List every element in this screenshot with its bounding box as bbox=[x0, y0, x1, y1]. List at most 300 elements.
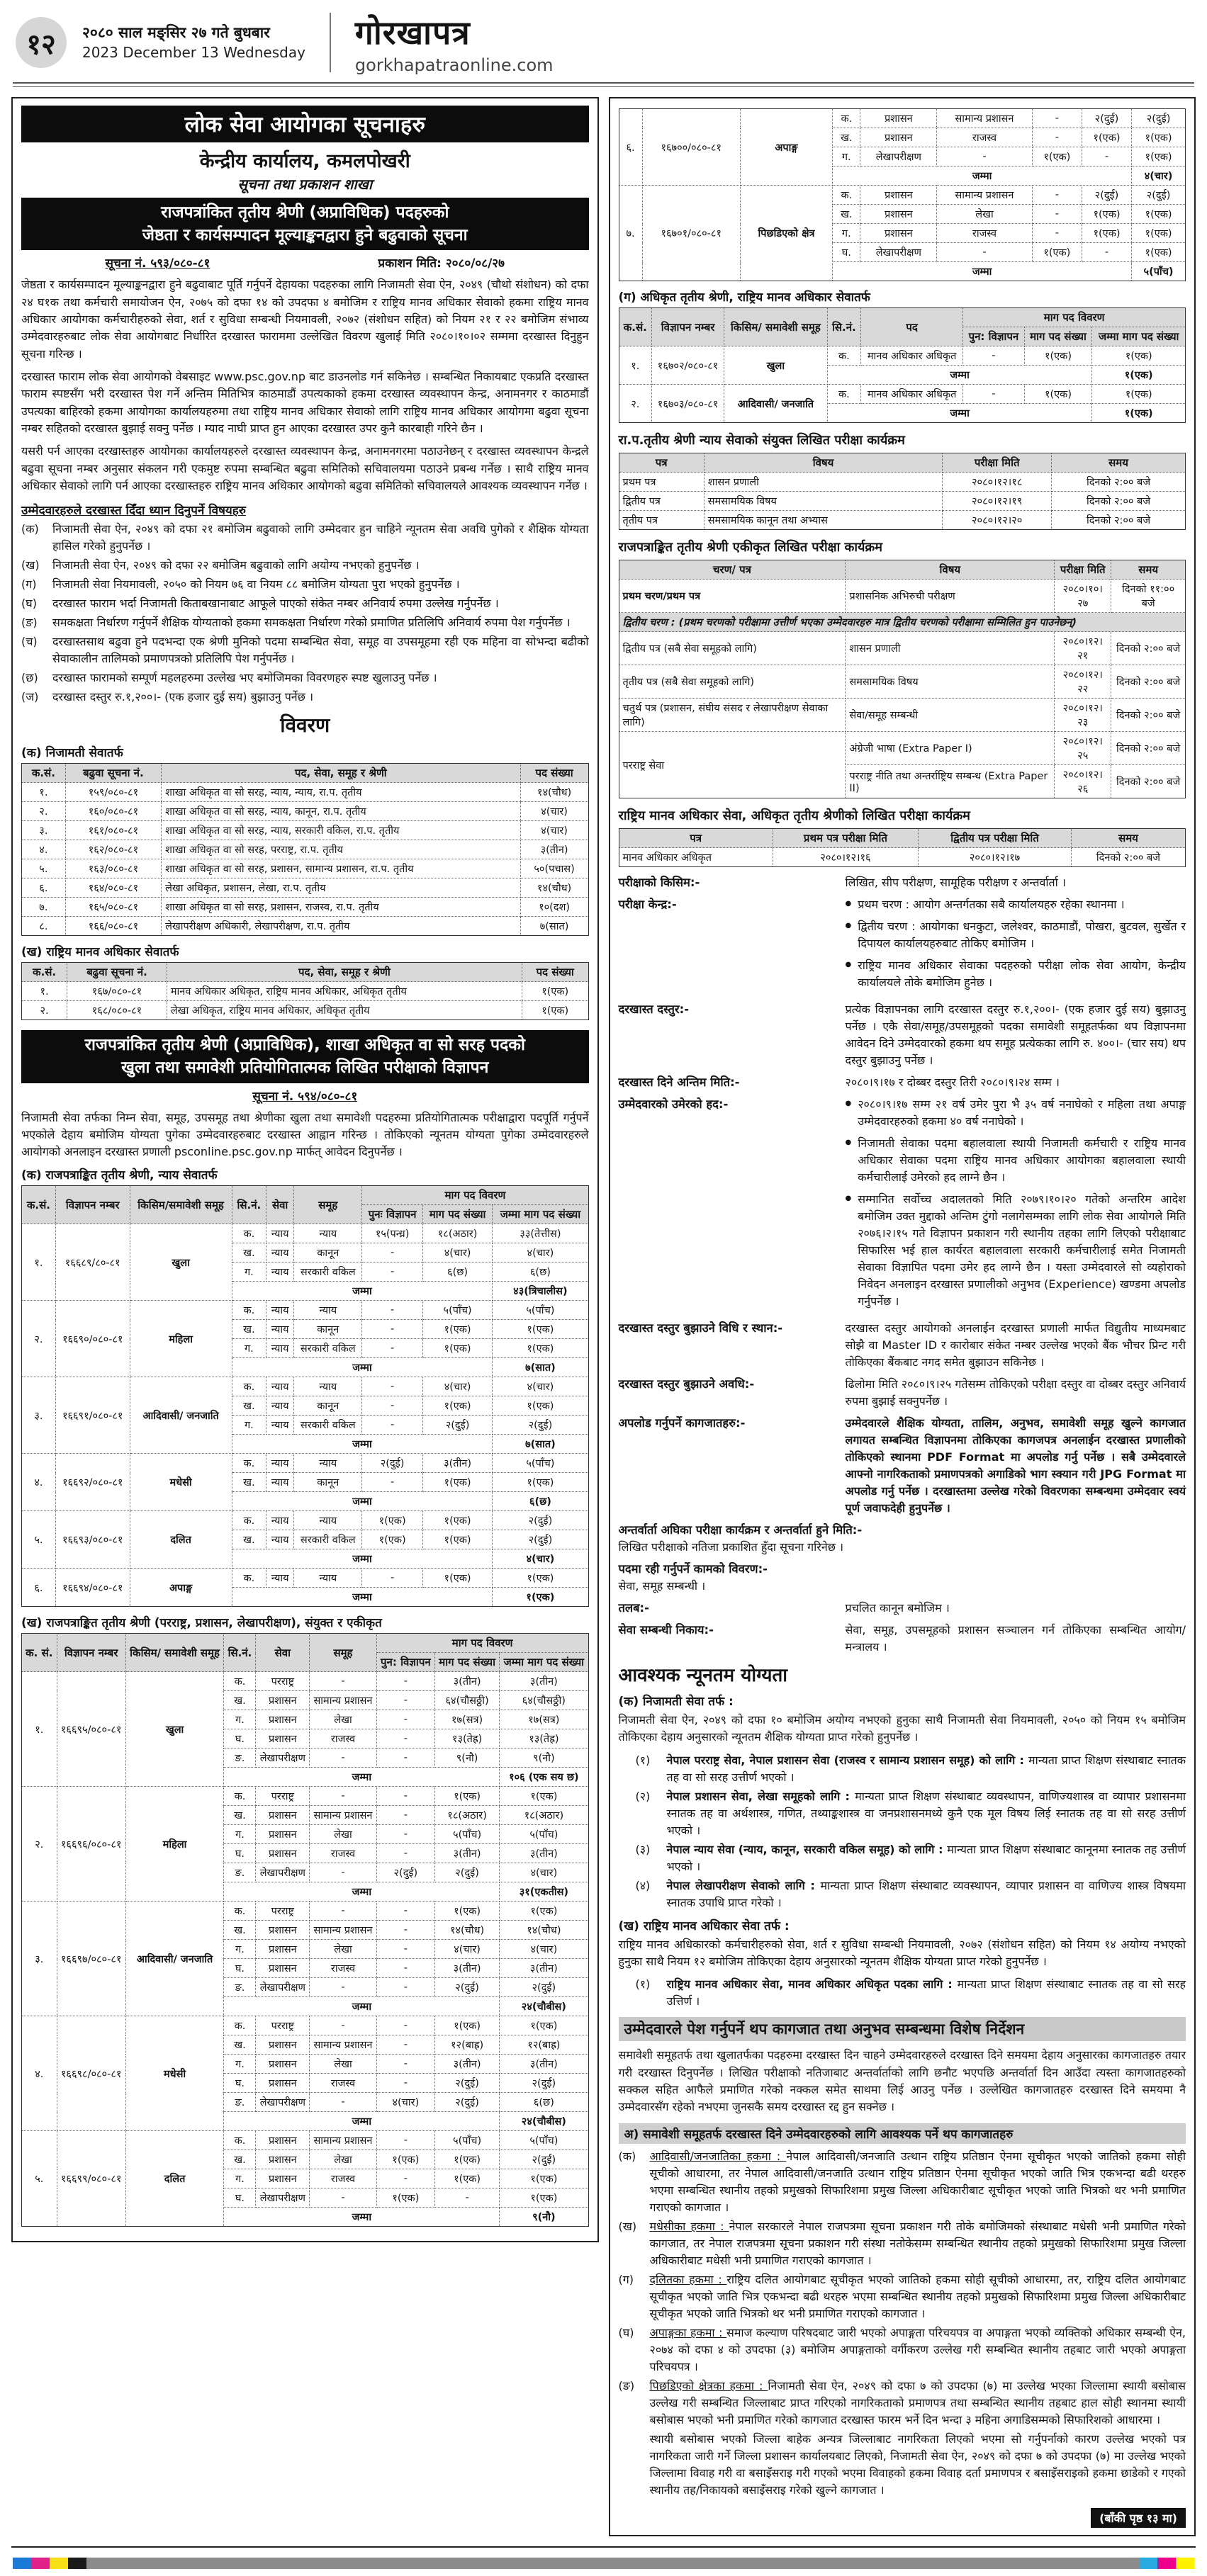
cell: दिनको २:०० बजे bbox=[1071, 848, 1185, 867]
cell: १(एक) bbox=[1092, 404, 1186, 423]
civil-qualification-list bbox=[619, 1752, 1186, 1911]
tableA-heading: (क) निजामती सेवातर्फ bbox=[21, 746, 123, 761]
cell: लेखापरीक्षण bbox=[256, 1863, 310, 1882]
detail-term: उम्मेदवारको उमेरको हद:- bbox=[618, 1097, 729, 1111]
cell: २. bbox=[619, 385, 652, 423]
qualification-heading: आवश्यक न्यूनतम योग्यता bbox=[618, 1665, 788, 1686]
cell: - bbox=[310, 1902, 377, 1921]
list-item-text: निजामती सेवा ऐन, २०४९ को दफा २२ बमोजिम बढुवाको लागि अयोग्य नभएको हुनुपर्नेछ । bbox=[52, 558, 420, 572]
cell: ३(तीन) bbox=[434, 2055, 499, 2074]
cell: दिनको ११:०० बजे bbox=[1111, 580, 1186, 613]
header-cell: पत्र bbox=[619, 829, 773, 848]
cell: - bbox=[310, 1672, 377, 1691]
header-cell: समय bbox=[1111, 560, 1186, 580]
cell: प्रशासन bbox=[256, 1691, 310, 1710]
cell: १(एक) bbox=[1092, 346, 1186, 366]
cell: दिनको २:०० बजे bbox=[1052, 492, 1186, 511]
table-row bbox=[22, 1377, 589, 1396]
cell: २०८०।१२।२२ bbox=[1055, 665, 1111, 699]
cell: - bbox=[376, 1921, 434, 1940]
cell: १(एक) bbox=[500, 2188, 588, 2208]
cell: १२(बाह्र) bbox=[434, 2035, 499, 2055]
cell: लेखा अधिकृत, राष्ट्रिय मानव अधिकार, अधिकृत तृतीय bbox=[167, 1001, 522, 1020]
inclusive-docs-band: अ) समावेशी समूहतर्फ दरखास्त दिने उम्मेदवारहरुको लागि आवश्यक पर्ने थप कागजातहरु bbox=[619, 2123, 1186, 2144]
cell: - bbox=[1032, 205, 1082, 224]
cell: ६. bbox=[22, 879, 66, 898]
list-item bbox=[21, 595, 589, 612]
cell: सामान्य प्रशासन bbox=[937, 186, 1033, 205]
detail-definition: उम्मेदवारले शैक्षिक योग्यता, तालिम, अनुभव, समावेशी समूह खुल्ने कागजात लगायत सम्बन्धित विज्ञापनमा तोकिएका कागजपत्र अनलाईन दरखास्त प्रणालीको तोकिएको स्थानमा PDF Format मा अपलोड गर्नु पर्नेछ । सबै उम्मेदवारले आफ्नो नागरिकताको प्रमाणपत्रको अगाडिको भाग स्क्यान गरी JPG Format मा अपलोड गर्नु पर्नेछ । दरखास्तमा उल्लेख गरेको विवरणका सम्बन्धमा उम्मेदवार स्वयं पूर्ण जवाफदेही हुनुपर्नेछ । bbox=[845, 1416, 1186, 1515]
cell: घ. bbox=[224, 2188, 256, 2208]
cell: अपाङ्ग bbox=[740, 109, 832, 186]
table-row bbox=[619, 732, 1186, 765]
cell: १६६९६/०८०-८१ bbox=[57, 1787, 125, 1902]
table-row bbox=[619, 829, 1186, 848]
cell: ग. bbox=[232, 1416, 266, 1435]
cell: २(दुई) bbox=[422, 1416, 493, 1435]
cell: सेवा/समूह सम्बन्धी bbox=[846, 699, 1055, 732]
list-item-text: दलितका हकमा : राष्ट्रिय दलित आयोगबाट सूचीकृत भएको जातिको हकमा सोही सूचीको आधारमा, तर, राष्ट्रिय दलित आयोगबाट सूचीकृत भएको जाति भित्र एकभन्दा बढी थरहरु भएमा सम्बन्धित स्थानीय तहको प्रमुखको सिफारिशमा प्रमुख जिल्ला अधिकारीबाट सूचीकृत भएको जाति भित्रको थर भनी प्रमाणित गराएको कागजात । bbox=[649, 2272, 1186, 2320]
table-row bbox=[22, 898, 589, 917]
cell: ५(पाँच) bbox=[434, 2131, 499, 2150]
cell: - bbox=[376, 2055, 434, 2074]
cell: ख. bbox=[232, 1320, 266, 1339]
table-row bbox=[619, 613, 1186, 632]
table-row bbox=[619, 560, 1186, 580]
cell: महिला bbox=[130, 1301, 232, 1377]
detail-row bbox=[619, 1415, 1186, 1517]
cell: १(एक) bbox=[422, 1511, 493, 1530]
detail-row bbox=[619, 1561, 1186, 1595]
cell: ५(पाँच) bbox=[500, 2131, 588, 2150]
cell: - bbox=[310, 1978, 377, 1997]
table-row bbox=[619, 492, 1186, 511]
cell: जम्मा bbox=[232, 1282, 493, 1301]
list-item bbox=[636, 1877, 1186, 1911]
header-cell: परीक्षा मिति bbox=[943, 453, 1052, 473]
list-item-text: दरखास्त फारामको सम्पूर्ण महलहरुमा उल्लेख भए बमोजिमका विवरणहरु स्पष्ट खुलाउनु पर्नेछ । bbox=[52, 671, 437, 685]
office-name: केन्द्रीय कार्यालय, कमलपोखरी bbox=[199, 150, 410, 172]
exam2-heading: राजपत्राङ्कित तृतीय श्रेणी एकीकृत लिखित परीक्षा कार्यक्रम bbox=[618, 540, 883, 555]
cell: लेखापरीक्षण bbox=[256, 2188, 310, 2208]
cell: १(एक) bbox=[1092, 385, 1186, 404]
header-cell: पुन: विज्ञापन bbox=[376, 1653, 434, 1672]
cell: १(एक) bbox=[1032, 147, 1082, 166]
cell: ग. bbox=[224, 1710, 256, 1729]
table-row bbox=[22, 840, 589, 859]
registration-mark bbox=[1139, 2558, 1157, 2569]
cell: ८. bbox=[22, 917, 66, 936]
header-cell: माग पद संख्या bbox=[434, 1653, 499, 1672]
cell: न्याय bbox=[266, 1301, 294, 1320]
cell: - bbox=[376, 2169, 434, 2188]
nhrc-vacancy-table bbox=[619, 307, 1186, 423]
cell: जम्मा bbox=[232, 1588, 493, 1607]
cell: न्याय bbox=[294, 1224, 362, 1243]
table-row bbox=[22, 764, 589, 783]
cell: जम्मा bbox=[833, 166, 1132, 186]
cell: सरकारी वकिल bbox=[294, 1416, 362, 1435]
detail-row bbox=[619, 1320, 1186, 1371]
cell: ग. bbox=[232, 1339, 266, 1358]
cell: १६६९७/०८०-८१ bbox=[57, 1902, 125, 2016]
detail-term: दरखास्त दस्तुर बुझाउने विधि र स्थान:- bbox=[618, 1321, 783, 1335]
list-item-text: निजामती सेवा नियमावली, २०५० को नियम ७६ वा नियम ८८ बमोजिम योग्यता पुरा भएको हुनुपर्नेछ । bbox=[52, 577, 460, 592]
cell: दिनको २:०० बजे bbox=[1111, 732, 1186, 765]
notice1-number: सूचना नं. ५९३/०८०-८१ bbox=[105, 256, 210, 271]
cell: ५(पाँच) bbox=[422, 1301, 493, 1320]
cell: प्रथम पत्र bbox=[619, 473, 704, 492]
list-item-label: (ग) bbox=[21, 577, 37, 592]
cell: ख. bbox=[224, 1921, 256, 1940]
cell: खुला bbox=[130, 1224, 232, 1301]
cell: ६. bbox=[22, 1569, 56, 1607]
backward-area-continuation: स्थायी बसोबास भएको जिल्ला बाहेक अन्यत्र जिल्लाबाट नागरिकता लिएको भएमा सो गर्नुपर्नाको कारण उल्लेख भएको पत्र नागरिकता जारी गर्ने जिल्ला प्रशासन कार्यालयबाट लिएको, निजामती सेवा ऐन, २०४९ को दफा ७ को उपदफा (७) मा उल्लेख भएको जिल्लामा विवाह गरी वा बसाइँसराइ गरी गएको भएमा विवाहको हकमा विवाह दर्ता प्रमाणपत्र र बसाइँसराइको हकमा छाडेको र गएको स्थानीय तह/निकायको बसाइँसराइ गरेको खुल्ने कागजात । bbox=[649, 2431, 1186, 2497]
date-block bbox=[82, 23, 305, 62]
cell: १(एक) bbox=[1032, 243, 1082, 262]
cell: २(दुई) bbox=[493, 1530, 588, 1549]
detail-term: परीक्षा केन्द्र:- bbox=[618, 898, 677, 911]
cell: - bbox=[376, 1844, 434, 1863]
application-details-list bbox=[619, 874, 1186, 1656]
cell: - bbox=[310, 2093, 377, 2112]
cell: जम्मा bbox=[232, 1358, 493, 1377]
cell: २(दुई) bbox=[500, 1978, 588, 1997]
cell: द्वितीय चरण : (प्रथम चरणको परीक्षामा उत्तीर्ण भएका उम्मेदवारहरु मात्र द्वितीय चरणको परीक्षामा सम्मिलित हुन पाउनेछन्) bbox=[619, 613, 1186, 632]
cell: १६६९०/०८०-८१ bbox=[55, 1301, 130, 1377]
special-instructions-para: समावेशी समूहतर्फ तथा खुलातर्फका पदहरुमा दरखास्त दिन चाहने उम्मेदवारहरुले दरखास्त दिने समयमा देहाय अनुसारका कागजातहरु तयार गरी दरखास्त दिनुपर्नेछ । लिखित परीक्षाको नतिजाबाट अन्तर्वार्ताको लागि छनौट भएपछि अन्तर्वार्ता दिन आउँदा त्यस्ता कागजातहरुको सक्कल सहित आफैले प्रमाणित गरेको नक्कल समेत साथमा लिई आउनु पर्नेछ । उल्लेखित कागजातहरु दरखास्त दिने समयमा नै उम्मेदवारसँग रहेको नभएमा जुनसकै समय दरखास्त रद्द हुन सक्नेछ । bbox=[618, 2048, 1186, 2114]
cell: लेखा bbox=[310, 2150, 377, 2169]
list-item bbox=[636, 1752, 1186, 1786]
detail-heading: विवरण bbox=[280, 713, 330, 738]
nhrc-qualification-intro: राष्ट्रिय मानव अधिकारको कर्मचारीहरुको सेवा, शर्त र सुविधा सम्बन्धी नियमावली, २०७२ (संशोधन सहित) को नियम १४ अयोग्य नभएको हुनुका साथै नियम १२ बमोजिम तोकिएका देहाय अनुसारको न्यूनतम शैक्षिक योग्यता प्राप्त गरेको हुनुपर्नेछ । bbox=[618, 1937, 1186, 1968]
cell: ग. bbox=[833, 224, 860, 243]
cell: लेखा अधिकृत, प्रशासन, लेखा, रा.प. तृतीय bbox=[162, 879, 521, 898]
cell: समसामयिक विषय bbox=[704, 492, 943, 511]
cell: ४(चार) bbox=[520, 802, 588, 821]
cell: प्रशासन bbox=[860, 186, 937, 205]
cell: न्याय bbox=[266, 1224, 294, 1243]
header-cell: विषय bbox=[704, 453, 943, 473]
cell: १०६ (एक सय छ) bbox=[500, 1768, 588, 1787]
cell: - bbox=[434, 2188, 499, 2208]
cell: १. bbox=[619, 346, 652, 385]
cell: २०८०।१२।१८ bbox=[943, 473, 1052, 492]
cell: २०८०।१२।२० bbox=[943, 511, 1052, 530]
cell: ख. bbox=[224, 1806, 256, 1825]
list-item bbox=[636, 1976, 1186, 2010]
cell: ७(सात) bbox=[493, 1358, 588, 1377]
exam3-heading: राष्ट्रिय मानव अधिकार सेवा, अधिकृत तृतीय श्रेणीको लिखित परीक्षा कार्यक्रम bbox=[618, 808, 970, 823]
notice1-para3: यसरी पर्न आएका दरखास्तहरु आयोगका कार्यालयहरुले दरखास्त व्यवस्थापन केन्द्र, अनामनगरमा पठाउनेछन् र दरखास्त व्यवस्थापन केन्द्रले बढुवा सूचना नम्बर अनुसार संकलन गरी एकमुष्ट रुपमा सम्बन्धित बढुवा समितिको सचिवालयमा पठाउने प्रबन्ध गर्नेछ । साथै राष्ट्रिय मानव अधिकार सेवाको लागि पर्न आएका दरखास्तहरु राष्ट्रिय मानव अधिकार आयोगको बढुवा समितिको सचिवालयले आवश्यक व्यवस्थापन गर्नेछ । bbox=[21, 444, 589, 492]
cell: प्रशासन bbox=[256, 2169, 310, 2188]
bullet-icon: ● bbox=[845, 1194, 852, 1202]
header-cell: क.सं. bbox=[619, 308, 652, 346]
cell: परराष्ट्र नीति तथा अन्तर्राष्ट्रिय सम्बन्ध (Extra Paper II) bbox=[846, 765, 1055, 798]
cell: जम्मा bbox=[224, 1997, 500, 2016]
cell: १६६९४/०८०-८१ bbox=[55, 1569, 130, 1607]
cell: राजस्व bbox=[310, 1959, 377, 1978]
cell: ५(पाँच) bbox=[500, 1825, 588, 1844]
list-item bbox=[21, 633, 589, 667]
cell: २०८०।१२।१६ bbox=[773, 848, 918, 867]
cell: दलित bbox=[125, 2131, 224, 2227]
cell: ग. bbox=[224, 2055, 256, 2074]
cell: २. bbox=[22, 1301, 56, 1377]
cell: राजस्व bbox=[310, 1844, 377, 1863]
cell: जम्मा bbox=[224, 2208, 500, 2227]
list-item-text: नेपाल प्रशासन सेवा, लेखा समूहको लागि : मान्यता प्राप्त शिक्षण संस्थाबाट व्यवस्थापन, वाणिज्यशास्त्र वा व्यापार प्रशासनमा स्नातक तह वा अर्थशास्त्र, गणित, तथ्याङ्कशास्त्र वा जनप्रशासनमध्ये कुनै एक मूल विषय लिई स्नातक तह वा सो सरह उत्तीर्ण भएको । bbox=[666, 1789, 1186, 1837]
cell: १६२/०८०-८१ bbox=[65, 840, 161, 859]
cell: - bbox=[362, 1262, 422, 1282]
header-cell: समय bbox=[1052, 453, 1186, 473]
masthead-website: gorkhapatraonline.com bbox=[354, 55, 554, 75]
cell: २४(चौबीस) bbox=[500, 1997, 588, 2016]
cell: २(दुई) bbox=[376, 1863, 434, 1882]
detail-definition: प्रचलित कानून बमोजिम । bbox=[845, 1601, 950, 1615]
header-cell: पद संख्या bbox=[522, 963, 588, 982]
cell: - bbox=[376, 2131, 434, 2150]
list-item-text: निजामती सेवा ऐन, २०४९ को दफा २१ बमोजिम बढुवाको लागि उम्मेदवार हुन चाहिने न्यूनतम सेवा अवधि पुगेको र शैक्षिक योग्यता हासिल गरेको हुनुपर्नेछ । bbox=[52, 522, 589, 553]
cell: १(एक) bbox=[362, 1511, 422, 1530]
header-cell: सि.नं. bbox=[232, 1186, 266, 1224]
notice1-subbanner-line2: जेष्ठता र कार्यसम्पादन मूल्याङ्कनद्वारा हुने बढुवाको सूचना bbox=[142, 226, 468, 245]
detail-term: दरखास्त दिने अन्तिम मिति:- bbox=[618, 1075, 740, 1089]
cell: अंग्रेजी भाषा (Extra Paper I) bbox=[846, 732, 1055, 765]
cell: सरकारी वकिल bbox=[294, 1530, 362, 1549]
cell: २०८०।१२।२१ bbox=[1055, 632, 1111, 665]
cell: १(एक) bbox=[434, 2150, 499, 2169]
tableD-heading: (ख) राजपत्राङ्कित तृतीय श्रेणी (परराष्ट्र, प्रशासन, लेखापरीक्षण), संयुक्त र एकीकृत bbox=[21, 1616, 382, 1631]
list-item-label: (छ) bbox=[21, 671, 38, 685]
detail-definition: सेवा, समूह सम्बन्धी । bbox=[618, 1579, 706, 1593]
cell: घ. bbox=[224, 2074, 256, 2093]
bullet-icon: ● bbox=[845, 1139, 852, 1146]
masthead bbox=[355, 10, 554, 75]
cell: शाखा अधिकृत वा सो सरह, प्रशासन, सामान्य प्रशासन, रा.प. तृतीय bbox=[162, 859, 521, 879]
cell: ९(नौ) bbox=[500, 2208, 588, 2227]
cell: - bbox=[1032, 109, 1082, 128]
cell: ३(तीन) bbox=[434, 1959, 499, 1978]
header-cell: जम्मा माग पद संख्या bbox=[500, 1653, 588, 1672]
notice2-intro: निजामती सेवा तर्फका निम्न सेवा, समूह, उपसमूह तथा श्रेणीका खुला तथा समावेशी पदहरुमा प्रतियोगितात्मक परीक्षाद्वारा पदपूर्ति गर्नुपर्ने भएकोले देहाय बमोजिम योग्यता पुगेका उम्मेदवारहरुबाट दरखास्त आह्वान गरिन्छ । तोकिएको न्यूनतम योग्यता पुगेका उम्मेदवारहरुले आयोगको अनलाइन दरखास्त प्रणाली psconline.psc.gov.np मार्फत् आवेदन दिनुपर्नेछ । bbox=[21, 1110, 589, 1159]
cell: कानून bbox=[294, 1320, 362, 1339]
cell: प्रशासन bbox=[256, 1940, 310, 1959]
list-item-lead: आदिवासी/जनजातिका हकमा : bbox=[649, 2149, 787, 2163]
cell: - bbox=[376, 1902, 434, 1921]
cell: प्रशासन bbox=[860, 205, 937, 224]
cell: १६६९१/०८०-८१ bbox=[55, 1377, 130, 1454]
cell: सामान्य प्रशासन bbox=[310, 2131, 377, 2150]
cell: १(एक) bbox=[422, 1530, 493, 1549]
detail-definition: लिखित परीक्षाको नतिजा प्रकाशित हुँदा सूचना गरिनेछ । bbox=[618, 1540, 844, 1554]
cell: न्याय bbox=[266, 1339, 294, 1358]
header-cell: पद, सेवा, समूह र श्रेणी bbox=[167, 963, 522, 982]
list-item-label: (ङ) bbox=[618, 2378, 635, 2393]
registration-mark bbox=[13, 2558, 31, 2569]
cell: - bbox=[1032, 186, 1082, 205]
list-item bbox=[619, 2378, 1186, 2429]
list-item-label: (घ) bbox=[21, 597, 37, 611]
cell: ३(तीन) bbox=[434, 1672, 499, 1691]
registration-mark bbox=[1176, 2558, 1194, 2569]
integrated-exam-schedule-table bbox=[619, 560, 1186, 798]
cell: - bbox=[1082, 243, 1131, 262]
cell: दिनको २:०० बजे bbox=[1111, 665, 1186, 699]
cell: खुला bbox=[724, 346, 828, 385]
header-cell: पुनः विज्ञापन bbox=[362, 1205, 422, 1224]
cell: ३. bbox=[22, 1377, 56, 1454]
cell: जम्मा bbox=[232, 1435, 493, 1454]
branch-name: सूचना तथा प्रकाशन शाखा bbox=[237, 176, 373, 193]
cell: क. bbox=[232, 1377, 266, 1396]
cell: प्रशासन bbox=[256, 2055, 310, 2074]
registration-mark bbox=[68, 2558, 86, 2569]
header-cell: माग पद विवरण bbox=[963, 308, 1186, 327]
cell: प्रशासन bbox=[860, 109, 937, 128]
list-item-label: (४) bbox=[635, 1878, 651, 1892]
cell: १८(अठार) bbox=[422, 1224, 493, 1243]
cell: ३(तीन) bbox=[422, 1454, 493, 1473]
cell: १(एक) bbox=[493, 1320, 588, 1339]
cell: - bbox=[376, 1825, 434, 1844]
table-row bbox=[22, 1454, 589, 1473]
left-column bbox=[11, 97, 599, 2242]
list-item-lead: नेपाल परराष्ट्र सेवा, नेपाल प्रशासन सेवा (राजस्व र सामान्य प्रशासन समूह) को लागि : bbox=[666, 1753, 1029, 1767]
cell: घ. bbox=[833, 243, 860, 262]
cell: ३(तीन) bbox=[500, 1672, 588, 1691]
detail-row bbox=[619, 896, 1186, 996]
header-cell: प्रथम पत्र परीक्षा मिति bbox=[773, 829, 918, 848]
cell: ३(तीन) bbox=[434, 1844, 499, 1863]
cell: - bbox=[362, 1396, 422, 1416]
cell: ६(छ) bbox=[422, 1262, 493, 1282]
civil-promotion-table bbox=[21, 763, 589, 936]
cell: - bbox=[376, 1806, 434, 1825]
cell: ख. bbox=[224, 2035, 256, 2055]
header-cell: विज्ञापन नम्बर bbox=[652, 308, 724, 346]
detail-row bbox=[619, 1074, 1186, 1091]
bottom-rule bbox=[11, 2546, 1196, 2548]
cell: ७(सात) bbox=[520, 917, 588, 936]
cell: - bbox=[1082, 147, 1131, 166]
cell: आदिवासी/ जनजाति bbox=[130, 1377, 232, 1454]
list-item bbox=[619, 2324, 1186, 2376]
notice1-para1: जेष्ठता र कार्यसम्पादन मूल्याङ्कनद्वारा हुने बढुवाबाट पूर्ति गर्नुपर्ने देहायका पदहरुका लागि निजामती सेवा ऐन, २०४९ (चौथो संशोधन) को दफा २४ घ१क तथा कर्मचारी समायोजन ऐन, २०७५ को दफा १४ को उपदफा ४ बमोजिम र राष्ट्रिय मानव अधिकार सेवाको हकमा राष्ट्रिय मानव अधिकार आयोगका कर्मचारीहरुको सेवा, शर्त र सुविधा सम्बन्धी नियमावली, २०७२ (संशोधन सहित) को नियम २१ र २२ बमोजिम संभाव्य उम्मेदवारहरुबाट लोक सेवा आयोगबाट निर्धारित दरखास्त फाराममा उल्लेखित विवरण खुलाई मिति २०८०।१०।०२ सम्ममा दरखास्त दिनुहुन सूचना गरिन्छ । bbox=[21, 278, 589, 361]
header-cell: परीक्षा मिति bbox=[1055, 560, 1111, 580]
cell: १(एक) bbox=[422, 1339, 493, 1358]
list-item bbox=[619, 2271, 1186, 2322]
notice1-para2: दरखास्त फाराम लोक सेवा आयोगको वेबसाइट www.psc.gov.np बाट डाउनलोड गर्न सकिनेछ । सम्बन्धित निकायबाट एकप्रति दरखास्त फाराम स्पष्टसँग भरी दरखास्त पेश गर्ने अन्तिम मितिभित्र काठमाडौं उपत्यकाको हकमा दरखास्त व्यवस्थापन केन्द्र, अनामनगर र काठमाडौं उपत्यका बाहिरको हकमा आयोगका कार्यालयहरुमा तथा राष्ट्रिय मानव अधिकार सेवाको लागि राष्ट्रिय मानव अधिकार आयोगमा बढुवा सूचना नम्बर सहितको दरखास्त बुझाई सक्नु पर्नेछ । म्याद नाघी प्राप्त हुन आएका दरखास्त उपर कुनै कारबाही गरिने छैन । bbox=[21, 369, 589, 435]
cell: न्याय bbox=[294, 1301, 362, 1320]
table-row bbox=[22, 802, 589, 821]
cell: ६(छ) bbox=[493, 1492, 588, 1511]
cell: शाखा अधिकृत वा सो सरह, परराष्ट्र, रा.प. तृतीय bbox=[162, 840, 521, 859]
cell: प्रशासनिक अभिरुची परीक्षण bbox=[846, 580, 1055, 613]
cell: २(दुई) bbox=[500, 2074, 588, 2093]
cell: लेखा bbox=[310, 1710, 377, 1729]
cell: १६६९२/०८०-८१ bbox=[55, 1454, 130, 1511]
cell: मधेसी bbox=[130, 1454, 232, 1511]
cell: ९(नौ) bbox=[500, 1749, 588, 1768]
list-item bbox=[636, 1841, 1186, 1875]
cell: परराष्ट्र bbox=[256, 2016, 310, 2035]
cell: २(दुई) bbox=[362, 1454, 422, 1473]
justice-exam-schedule-table bbox=[619, 453, 1186, 530]
cell: १(एक) bbox=[1024, 346, 1092, 366]
cell: २(दुई) bbox=[1082, 109, 1131, 128]
detail-term: पदमा रही गर्नुपर्ने कामको विवरण:- bbox=[618, 1562, 768, 1576]
list-item bbox=[21, 614, 589, 631]
cell: १६७०२/०८०-८१ bbox=[652, 346, 724, 385]
cell: क. bbox=[232, 1569, 266, 1588]
cell: १६७/०८०-८१ bbox=[67, 982, 167, 1001]
cell: लेखापरीक्षण bbox=[256, 1749, 310, 1768]
table-row bbox=[22, 821, 589, 840]
registration-mark bbox=[50, 2558, 68, 2569]
cell: ४(चार) bbox=[493, 1549, 588, 1569]
header-cell: बढुवा सूचना नं. bbox=[65, 764, 161, 783]
list-item-text: मधेसीका हकमा : नेपाल सरकारले नेपाल राजपत्रमा सूचना प्रकाशन गरी तोके बमोजिमको संस्थाबाट मधेसी भनी प्रमाणित गरेको कागजात, तर नेपाल राजपत्रमा सूचना प्रकाशन गरी संस्था नतोकेसम्म सम्बन्धित स्थानीय तहको प्रमुखको सिफारिशमा प्रमुख जिल्ला अधिकारीबाट मधेसी भनी प्रमाणित गराएको कागजात । bbox=[649, 2219, 1186, 2267]
list-item bbox=[21, 521, 589, 555]
cell: घ. bbox=[224, 1729, 256, 1749]
cell: २०८०।१२।१७ bbox=[919, 848, 1072, 867]
cell: राजस्व bbox=[937, 128, 1033, 147]
cell: दिनको २:०० बजे bbox=[1111, 699, 1186, 732]
cell: न्याय bbox=[294, 1454, 362, 1473]
list-item-text: दरखास्तसाथ बढुवा हुने पदभन्दा एक श्रेणी मुनिको पदमा सम्बन्धित सेवा, समूह वा उपसमूहमा रही एक महिना वा सोभन्दा बढीको सेवाकालीन तालिमको प्रमाणपत्रको प्रतिलिपि पेश गर्नुपर्नेछ । bbox=[52, 635, 589, 666]
cell: प्रशासन bbox=[256, 2035, 310, 2055]
tableC-heading: (क) राजपत्राङ्कित तृतीय श्रेणी, न्याय सेवातर्फ bbox=[21, 1168, 218, 1183]
cell: १६४/०८०-८१ bbox=[65, 879, 161, 898]
list-item bbox=[21, 670, 589, 687]
cell: १४(चौध) bbox=[434, 1921, 499, 1940]
cell: ४. bbox=[22, 840, 66, 859]
cell: परराष्ट्र bbox=[256, 1902, 310, 1921]
cell: क. bbox=[833, 186, 860, 205]
cell: शासन प्रणाली bbox=[846, 632, 1055, 665]
cell: शाखा अधिकृत वा सो सरह, न्याय, कानून, रा.प. तृतीय bbox=[162, 802, 521, 821]
list-item-label: (च) bbox=[21, 635, 38, 649]
cell: १(एक) bbox=[1082, 205, 1131, 224]
header-cell: बढुवा सूचना नं. bbox=[67, 963, 167, 982]
cell: १. bbox=[22, 1224, 56, 1301]
cell: न्याय bbox=[266, 1377, 294, 1396]
cell: ४. bbox=[22, 1454, 56, 1511]
cell: सामान्य प्रशासन bbox=[310, 1921, 377, 1940]
cell: २(दुई) bbox=[493, 1511, 588, 1530]
list-item-label: (१) bbox=[635, 1753, 651, 1767]
cell: प्रथम चरण/प्रथम पत्र bbox=[619, 580, 846, 613]
cell: १(एक) bbox=[493, 1396, 588, 1416]
header-cell: माग पद संख्या bbox=[422, 1205, 493, 1224]
cell: २(दुई) bbox=[1132, 109, 1186, 128]
header-cell: विज्ञापन नम्बर bbox=[57, 1634, 125, 1672]
cell: लेखापरीक्षण bbox=[860, 147, 937, 166]
cell: ४(चार) bbox=[493, 1377, 588, 1396]
cell: १(एक) bbox=[500, 1902, 588, 1921]
cell: मानव अधिकार अधिकृत bbox=[861, 346, 963, 366]
detail-row bbox=[619, 874, 1186, 891]
cell: जम्मा bbox=[224, 2112, 500, 2131]
cell: - bbox=[376, 2016, 434, 2035]
cell: लेखापरीक्षण bbox=[256, 1978, 310, 1997]
detail-row bbox=[619, 1622, 1186, 1656]
cell: २(दुई) bbox=[493, 1416, 588, 1435]
list-item-text: दरखास्त दस्तुर रु.१,२००।- (एक हजार दुई सय) बुझाउनु पर्नेछ । bbox=[52, 690, 314, 704]
cell: १(एक) bbox=[493, 1339, 588, 1358]
list-item bbox=[21, 689, 589, 706]
